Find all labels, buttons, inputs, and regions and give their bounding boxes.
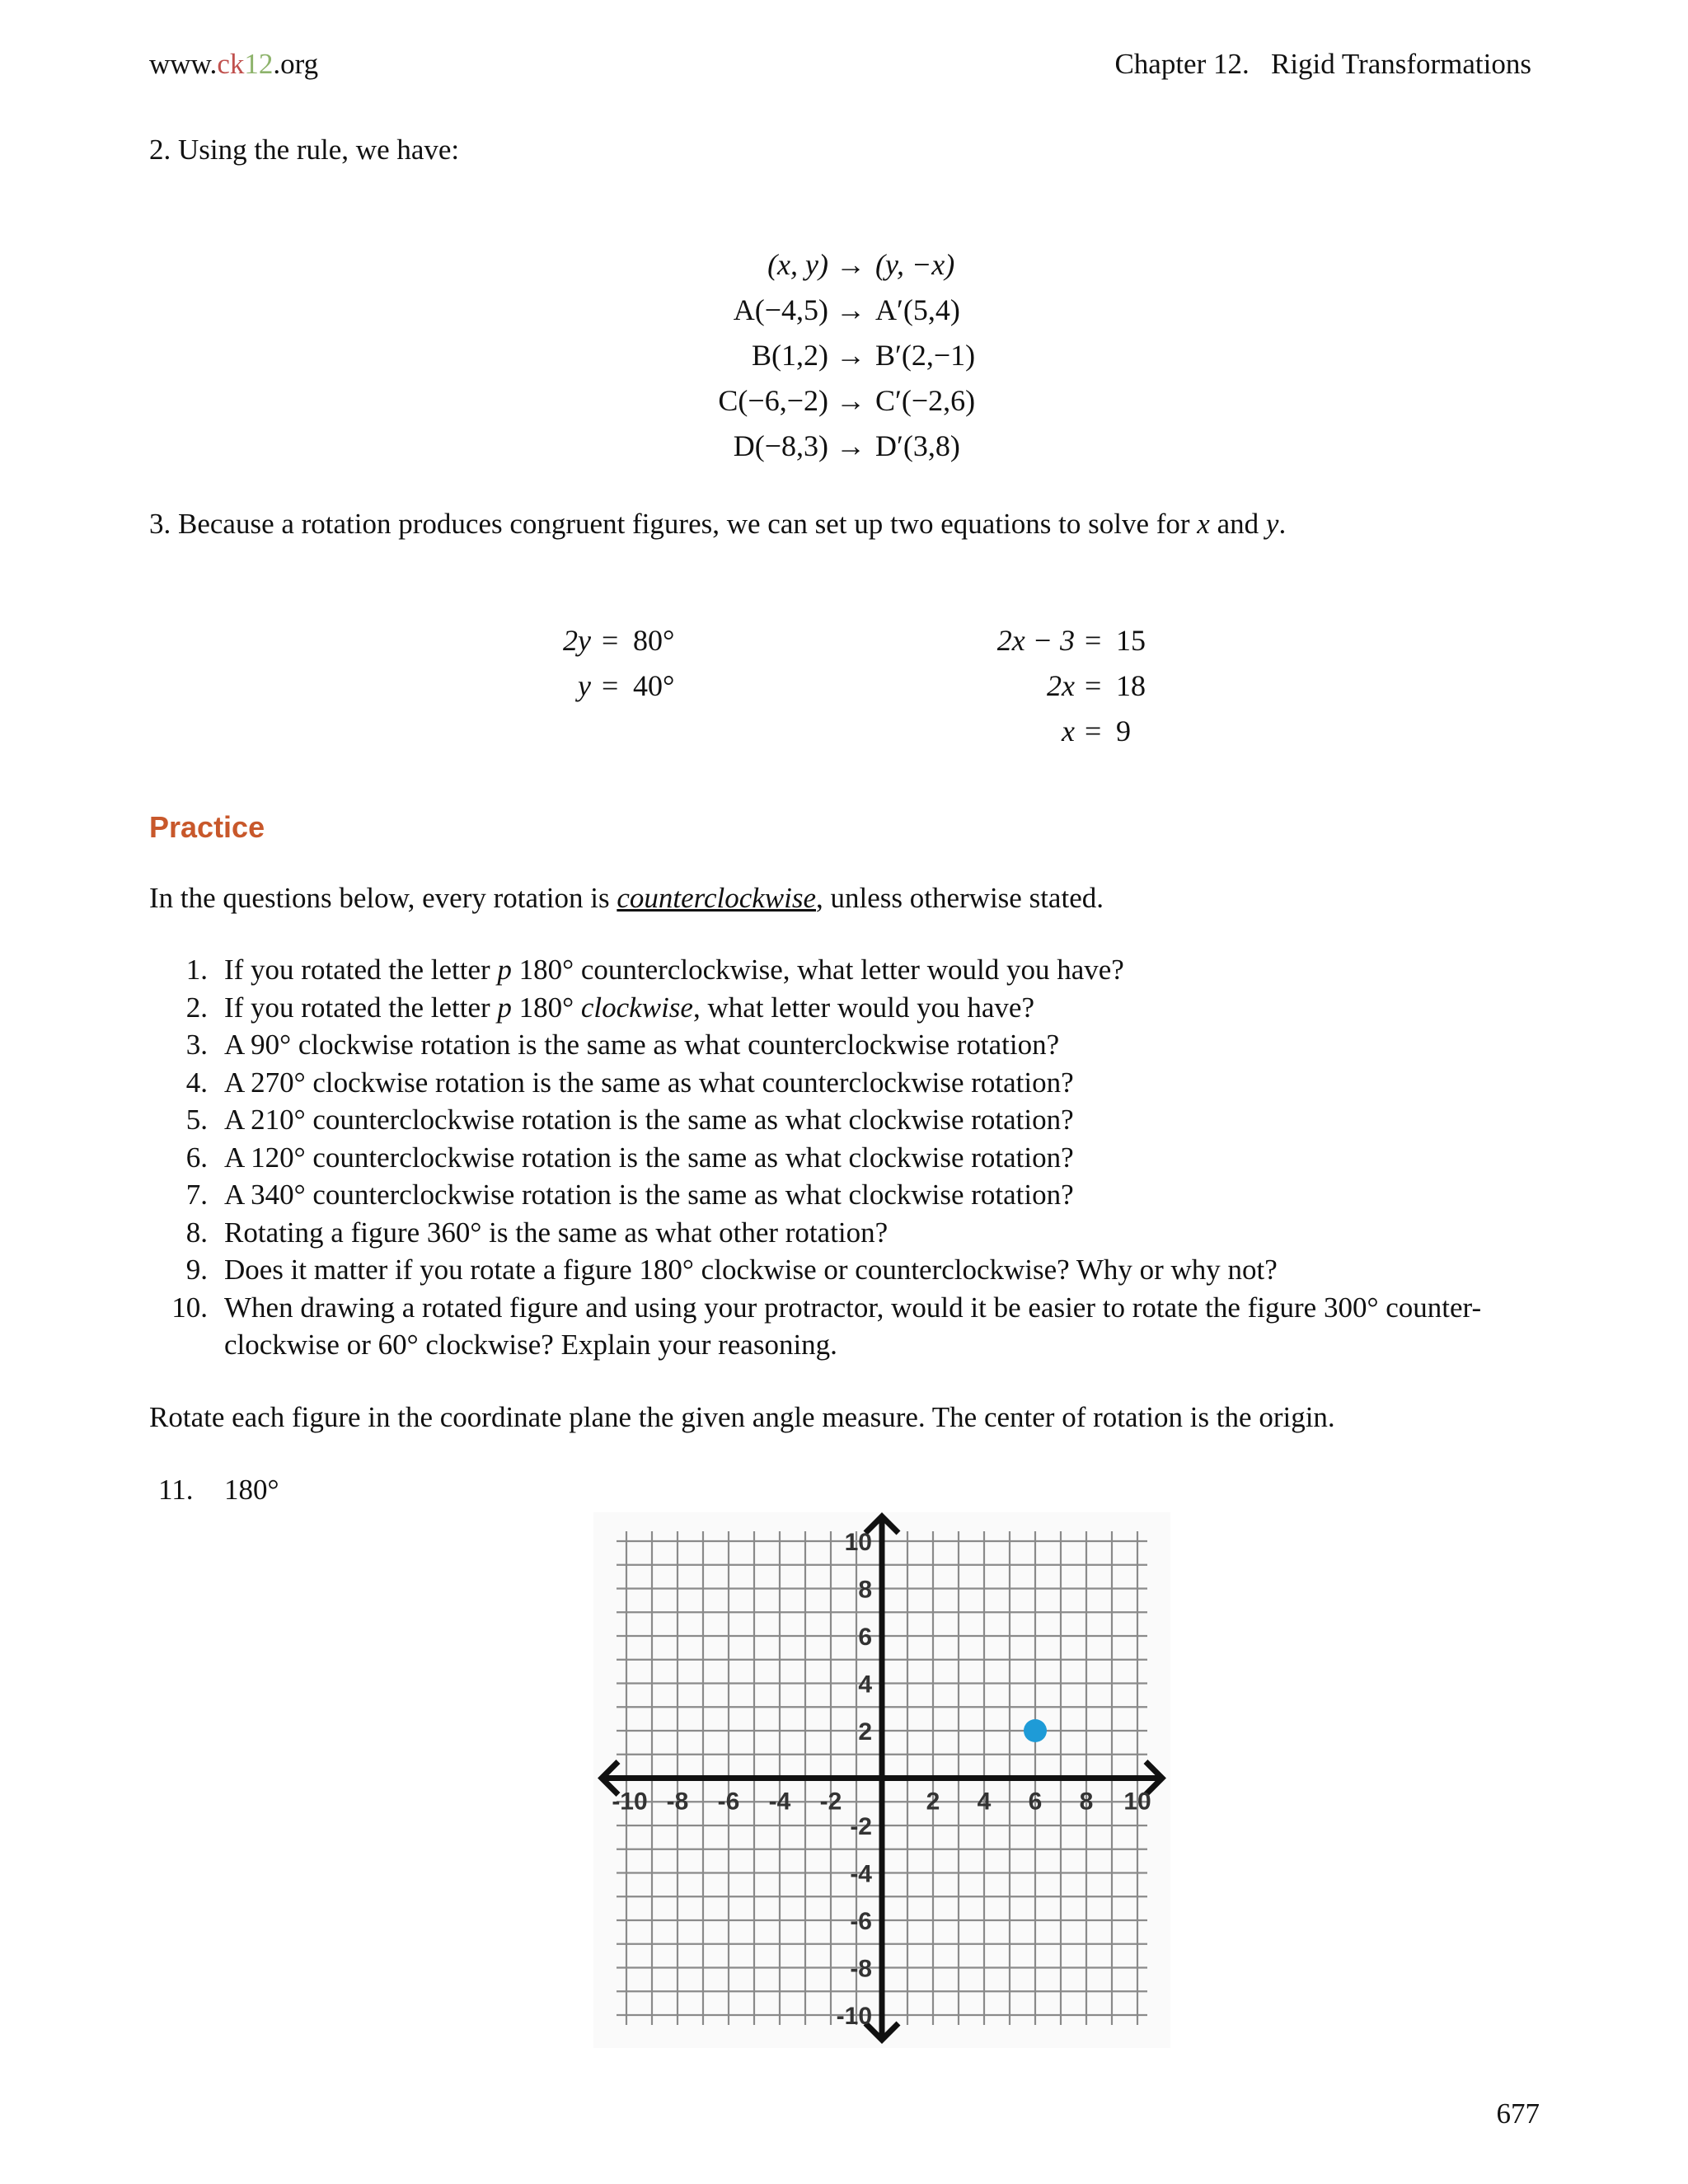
solution-3-intro xyxy=(149,508,1286,541)
sys1-rhs-0: 80° xyxy=(633,624,675,657)
practice-item-text: Rotating a figure 360° is the same as what other rotation? xyxy=(224,1216,889,1249)
var-y: y xyxy=(1265,508,1279,540)
data-point xyxy=(1024,1719,1047,1742)
coordinate-plane xyxy=(593,1512,1170,2048)
practice-item-text: A 120° counterclockwise rotation is the same as what clockwise rotation? xyxy=(224,1141,1074,1174)
y-tick-label: 4 xyxy=(858,1671,872,1699)
counterclockwise-link[interactable]: counterclockwise xyxy=(617,882,817,914)
x-tick-label: -8 xyxy=(666,1788,689,1816)
eq-left-4: D(−8,3) xyxy=(733,429,828,462)
chapter-title: Chapter 12. Rigid Transformations xyxy=(1114,48,1531,80)
practice-item-number: 6. xyxy=(185,1141,208,1174)
eq-arrow-3: → xyxy=(836,384,865,417)
eq-arrow-0: → xyxy=(836,248,865,281)
eq-right-0: (y, −x) xyxy=(875,248,955,281)
eq-left-0: (x, y) xyxy=(767,248,828,281)
sys2-lhs-1: 2x xyxy=(1047,669,1075,702)
site-prefix: www. xyxy=(149,48,218,80)
y-tick-label: -8 xyxy=(850,1955,872,1983)
practice-item-number: 4. xyxy=(185,1066,208,1099)
sys2-eq-2: = xyxy=(1085,715,1102,748)
sys2-rhs-1: 18 xyxy=(1116,669,1146,702)
x-tick-label: -4 xyxy=(768,1788,791,1816)
solution-2-intro: 2. Using the rule, we have: xyxy=(149,134,460,166)
y-tick-label: 8 xyxy=(858,1576,872,1604)
practice-item-number: 5. xyxy=(185,1104,208,1136)
x-tick-label: 4 xyxy=(977,1788,992,1816)
site-suffix: .org xyxy=(273,48,319,80)
x-tick-label: 2 xyxy=(926,1788,940,1816)
practice-item-number: 7. xyxy=(185,1179,208,1211)
y-tick-label: -4 xyxy=(850,1860,872,1888)
y-tick-label: -2 xyxy=(850,1813,872,1840)
sys2-eq-0: = xyxy=(1085,624,1102,657)
practice-item-number: 9. xyxy=(185,1254,208,1286)
practice-item-text: A 90° clockwise rotation is the same as what counterclockwise rotation? xyxy=(224,1029,1060,1061)
x-tick-label: -2 xyxy=(819,1788,842,1816)
solution-3-text: 3. Because a rotation produces congruent figures, we can set up two equations to solve for xyxy=(149,508,1198,540)
rotate-instruction: Rotate each figure in the coordinate plane the given angle measure. The center of rotation is the origin. xyxy=(149,1401,1335,1433)
y-tick-label: 10 xyxy=(844,1529,872,1556)
question-11-angle: 180° xyxy=(224,1474,279,1506)
eq-right-1: A′(5,4) xyxy=(875,293,960,326)
eq-arrow-1: → xyxy=(836,293,865,326)
var-x: x xyxy=(1197,508,1210,540)
eq-left-3: C(−6,−2) xyxy=(718,384,828,417)
sys1-eq-0: = xyxy=(602,624,619,657)
sys2-rhs-0: 15 xyxy=(1116,624,1146,657)
eq-right-4: D′(3,8) xyxy=(875,429,960,462)
practice-item-text: A 270° clockwise rotation is the same as what counterclockwise rotation? xyxy=(224,1066,1074,1099)
sys1-lhs-0: 2y xyxy=(563,624,591,657)
sys2-rhs-2: 9 xyxy=(1116,715,1131,748)
practice-item-text: When drawing a rotated figure and using your protractor, would it be easier to rotate the figure 300° counter- xyxy=(224,1291,1482,1324)
practice-item-number: 3. xyxy=(185,1029,208,1061)
x-tick-label: -6 xyxy=(717,1788,740,1816)
sys2-eq-1: = xyxy=(1085,669,1102,702)
eq-right-2: B′(2,−1) xyxy=(875,339,976,372)
eq-left-1: A(−4,5) xyxy=(733,293,828,326)
eq-arrow-2: → xyxy=(836,339,865,372)
sys2-lhs-0: 2x − 3 xyxy=(996,624,1075,657)
practice-item-text: If you rotated the letter p 180° counterclockwise, what letter would you have? xyxy=(224,954,1124,986)
site-url[interactable] xyxy=(149,48,318,81)
practice-item-number: 1. xyxy=(185,954,208,986)
question-11-number: 11. xyxy=(158,1474,194,1506)
eq-arrow-4: → xyxy=(836,429,865,462)
and-text: and xyxy=(1209,508,1266,540)
y-tick-label: -10 xyxy=(836,2003,872,2030)
practice-heading: Practice xyxy=(149,810,265,844)
practice-intro xyxy=(149,882,1104,915)
practice-item-number: 8. xyxy=(185,1216,208,1249)
practice-item-text: Does it matter if you rotate a figure 180° clockwise or counterclockwise? Why or why not? xyxy=(224,1254,1278,1286)
practice-intro-prefix: In the questions below, every rotation is xyxy=(149,882,617,914)
y-tick-label: 6 xyxy=(858,1624,872,1651)
practice-item-text-continued: clockwise or 60° clockwise? Explain your reasoning. xyxy=(224,1329,837,1361)
sys1-eq-1: = xyxy=(602,669,619,702)
eq-left-2: B(1,2) xyxy=(752,339,828,372)
practice-item-text: A 340° counterclockwise rotation is the same as what clockwise rotation? xyxy=(224,1179,1074,1211)
x-tick-label: 6 xyxy=(1028,1788,1043,1816)
period: . xyxy=(1278,508,1287,540)
x-tick-label: 10 xyxy=(1123,1788,1151,1816)
x-tick-label: -10 xyxy=(612,1788,648,1816)
practice-item-number: 2. xyxy=(185,991,208,1024)
y-tick-label: 2 xyxy=(858,1718,872,1746)
sys1-lhs-1: y xyxy=(578,669,591,702)
x-tick-label: 8 xyxy=(1079,1788,1094,1816)
site-brand-12: 12 xyxy=(244,48,274,80)
practice-item-text: If you rotated the letter p 180° clockwise, what letter would you have? xyxy=(224,991,1034,1024)
practice-item-text: A 210° counterclockwise rotation is the same as what clockwise rotation? xyxy=(224,1104,1074,1136)
practice-item-number: 10. xyxy=(171,1291,208,1324)
data-points xyxy=(1024,1719,1047,1742)
page-number: 677 xyxy=(1496,2097,1540,2130)
sys1-rhs-1: 40° xyxy=(633,669,675,702)
practice-intro-suffix: , unless otherwise stated. xyxy=(816,882,1104,914)
sys2-lhs-2: x xyxy=(1062,715,1075,748)
y-tick-label: -6 xyxy=(850,1908,872,1935)
site-brand-ck: ck xyxy=(217,48,245,80)
eq-right-3: C′(−2,6) xyxy=(875,384,976,417)
